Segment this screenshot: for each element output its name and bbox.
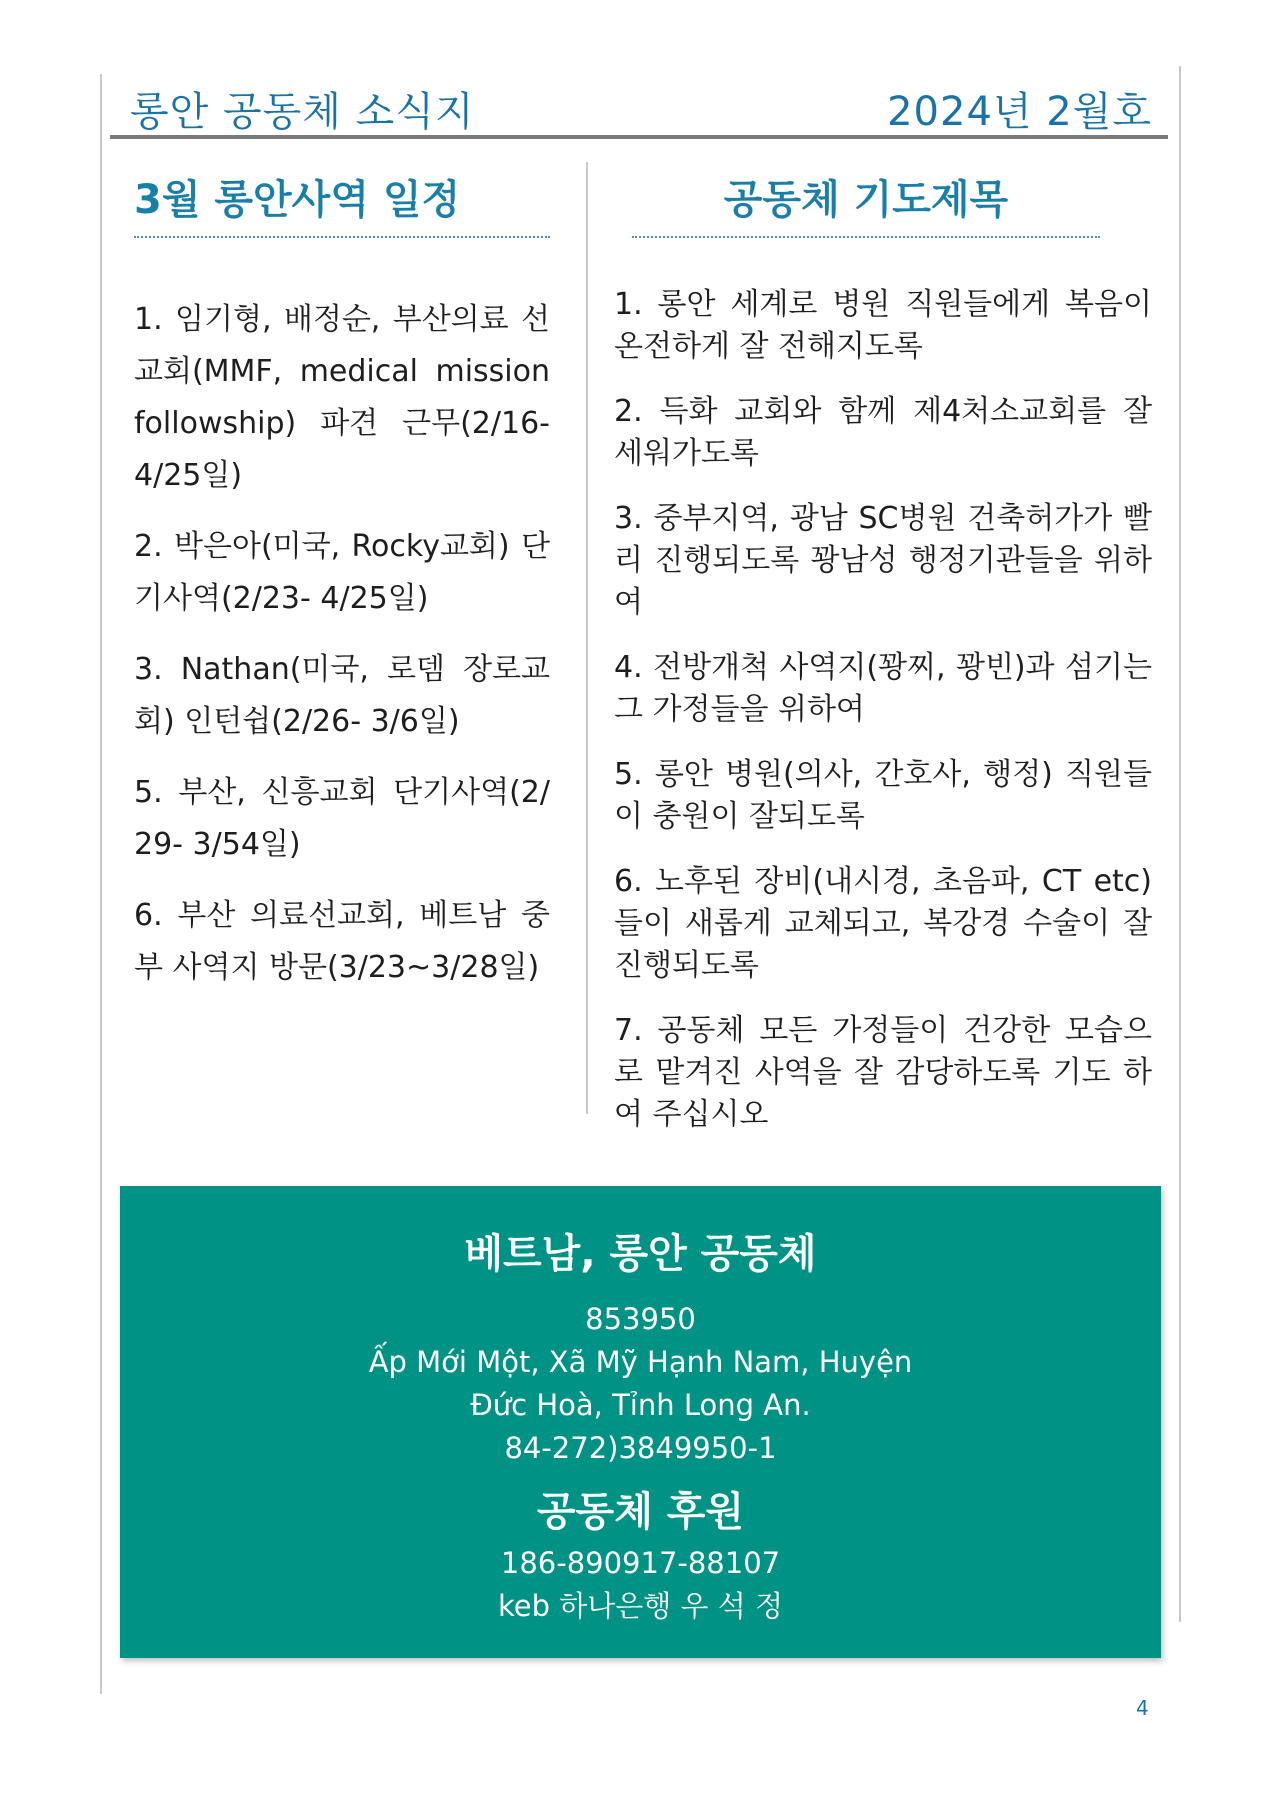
prayer-item: 2. 득화 교회와 함께 제4처소교회를 잘 세워가도록 — [614, 394, 1152, 471]
column-divider — [586, 162, 588, 1114]
issue-date: 2024년 2월호 — [887, 89, 1152, 135]
prayer-heading-divider — [632, 236, 1100, 238]
support-details — [120, 1542, 1161, 1628]
schedule-item: 5. 부산, 신흥교회 단기사역(2/ 29- 3/54일) — [134, 775, 550, 862]
prayer-item: 3. 중부지역, 광남 SC병원 건축허가가 빨리 진행되도록 꽝남성 행정기관들을 위하여 — [614, 501, 1152, 620]
left-margin-rule — [100, 74, 102, 1694]
header-rule — [110, 135, 1168, 139]
prayer-item: 1. 롱안 세계로 병원 직원들에게 복음이 온전하게 잘 전해지도록 — [614, 287, 1152, 364]
community-name: 베트남, 롱안 공동체 — [464, 1231, 817, 1277]
contact-details — [120, 1298, 1161, 1470]
contact-box — [120, 1186, 1161, 1658]
postal-code: 853950 — [585, 1302, 696, 1336]
address-line: Đức Hoà, Tỉnh Long An. — [470, 1388, 811, 1422]
prayer-item: 6. 노후된 장비(내시경, 초음파, CT etc) 들이 새롭게 교체되고, 복강경 수술이 잘 진행되도록 — [614, 864, 1152, 983]
schedule-item: 1. 임기형, 배정순, 부산의료 선교회(MMF, medical mission followship) 파견 근무(2/16- 4/25일) — [134, 302, 550, 493]
schedule-heading: 3월 롱안사역 일정 — [134, 177, 461, 223]
phone-number: 84-272)3849950-1 — [504, 1431, 777, 1465]
schedule-item: 6. 부산 의료선교회, 베트남 중부 사역지 방문(3/23~3/28일) — [134, 898, 550, 985]
address-line: Ấp Mới Một, Xã Mỹ Hạnh Nam, Huyện — [368, 1345, 913, 1379]
support-heading: 공동체 후원 — [536, 1489, 745, 1535]
bank-name: keb 하나은행 우 석 정 — [498, 1589, 783, 1623]
page-number: 4 — [1136, 1696, 1149, 1720]
schedule-item: 3. Nathan(미국, 로뎀 장로교회) 인턴쉽(2/26- 3/6일) — [134, 652, 550, 739]
schedule-list — [134, 294, 550, 1013]
prayer-item: 7. 공동체 모든 가정들이 건강한 모습으로 맡겨진 사역을 잘 감당하도록 기도 하여 주십시오 — [614, 1013, 1152, 1132]
schedule-item: 2. 박은아(미국, Rocky교회) 단기사역(2/23- 4/25일) — [134, 529, 550, 616]
schedule-heading-divider — [134, 236, 550, 238]
prayer-item: 4. 전방개척 사역지(꽝찌, 꽝빈)과 섬기는 그 가정들을 위하여 — [614, 650, 1152, 727]
prayer-list — [614, 284, 1152, 1159]
account-number: 186-890917-88107 — [500, 1546, 781, 1580]
prayer-heading: 공동체 기도제목 — [723, 177, 1009, 223]
prayer-item: 5. 롱안 병원(의사, 간호사, 행정) 직원들이 충원이 잘되도록 — [614, 757, 1152, 834]
newsletter-title: 롱안 공동체 소식지 — [130, 89, 475, 135]
right-margin-rule — [1179, 66, 1181, 1622]
